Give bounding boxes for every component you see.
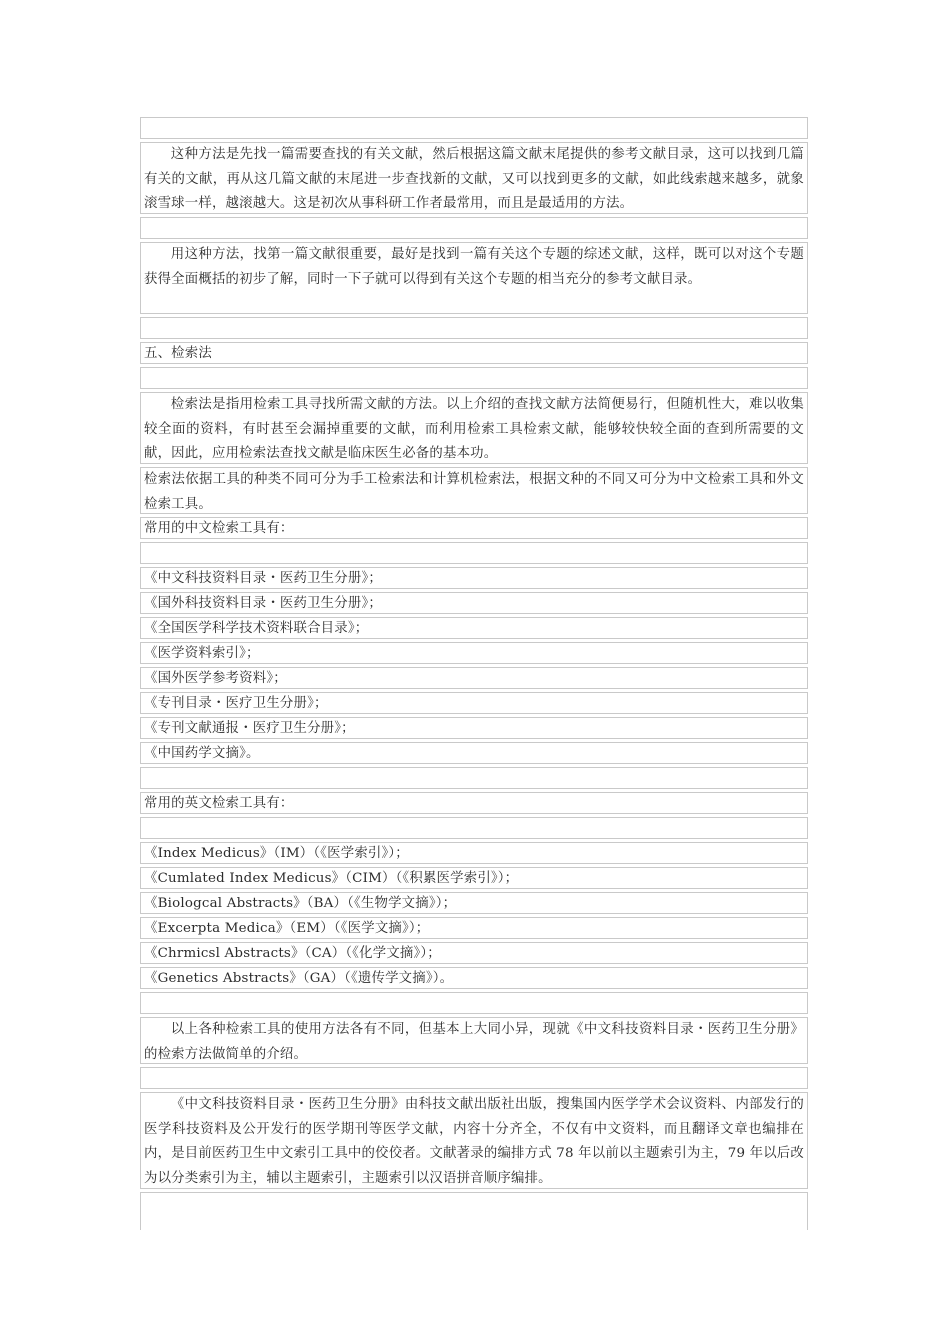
paragraph-tools-usage: 以上各种检索工具的使用方法各有不同，但基本上大同小异，现就《中文科技资料目录・医药卫生分册》的检索方法做简单的介绍。 bbox=[140, 1017, 808, 1064]
list-item-chinese-tool: 《国外医学参考资料》； bbox=[140, 667, 808, 689]
blank-row bbox=[140, 367, 808, 389]
paragraph-snowball-method: 这种方法是先找一篇需要查找的有关文献，然后根据这篇文献末尾提供的参考文献目录，这可以找到几篇有关的文献，再从这几篇文献的末尾进一步查找新的文献，又可以找到更多的文献，如此线索越来越多，就象滚雪球一样，越滚越大。这是初次从事科研工作者最常用，而且是最适用的方法。 bbox=[140, 142, 808, 214]
blank-row bbox=[140, 542, 808, 564]
list-item-chinese-tool: 《中国药学文摘》。 bbox=[140, 742, 808, 764]
english-tools-heading: 常用的英文检索工具有： bbox=[140, 792, 808, 814]
paragraph-catalog-description: 《中文科技资料目录・医药卫生分册》由科技文献出版社出版，搜集国内医学学术会议资料、内部发行的医学科技资料及公开发行的医学期刊等医学文献，内容十分齐全，不仅有中文资料，而且翻译文章也编排在内，是目前医药卫生中文索引工具中的佼佼者。文献著录的编排方式 78 年以前以主题索引为主，79 年以后改为以分类索引为主，辅以主题索引，主题索引以汉语拼音顺序编排。 bbox=[140, 1092, 808, 1189]
list-item-english-tool: 《Cumlated Index Medicus》（CIM）（《积累医学索引》）； bbox=[140, 867, 808, 889]
blank-row bbox=[140, 217, 808, 239]
list-item-chinese-tool: 《国外科技资料目录・医药卫生分册》； bbox=[140, 592, 808, 614]
blank-row bbox=[140, 317, 808, 339]
blank-row bbox=[140, 817, 808, 839]
blank-row bbox=[140, 117, 808, 139]
blank-row bbox=[140, 767, 808, 789]
paragraph-retrieval-definition: 检索法是指用检索工具寻找所需文献的方法。以上介绍的查找文献方法简便易行，但随机性大，难以收集较全面的资料，有时甚至会漏掉重要的文献，而利用检索工具检索文献，能够较快较全面的查到所需要的文献，因此，应用检索法查找文献是临床医生必备的基本功。 bbox=[140, 392, 808, 464]
blank-row bbox=[140, 992, 808, 1014]
list-item-english-tool: 《Index Medicus》（IM）（《医学索引》）； bbox=[140, 842, 808, 864]
chinese-tools-heading: 常用的中文检索工具有： bbox=[140, 517, 808, 539]
paragraph-retrieval-types: 检索法依据工具的种类不同可分为手工检索法和计算机检索法，根据文种的不同又可分为中文检索工具和外文检索工具。 bbox=[140, 467, 808, 514]
list-item-chinese-tool: 《全国医学科学技术资料联合目录》； bbox=[140, 617, 808, 639]
list-item-english-tool: 《Chrmicsl Abstracts》（CA）（《化学文摘》）； bbox=[140, 942, 808, 964]
section-heading-retrieval: 五、检索法 bbox=[140, 342, 808, 364]
blank-row bbox=[140, 1192, 808, 1230]
list-item-chinese-tool: 《医学资料索引》； bbox=[140, 642, 808, 664]
list-item-english-tool: 《Biologcal Abstracts》（BA）（《生物学文摘》）； bbox=[140, 892, 808, 914]
paragraph-first-article: 用这种方法，找第一篇文献很重要，最好是找到一篇有关这个专题的综述文献，这样，既可以对这个专题获得全面概括的初步了解，同时一下子就可以得到有关这个专题的相当充分的参考文献目录。 bbox=[140, 242, 808, 314]
list-item-english-tool: 《Excerpta Medica》（EM）（《医学文摘》）； bbox=[140, 917, 808, 939]
list-item-chinese-tool: 《专刊文献通报・医疗卫生分册》； bbox=[140, 717, 808, 739]
list-item-english-tool: 《Genetics Abstracts》（GA）（《遗传学文摘》）。 bbox=[140, 967, 808, 989]
document-body bbox=[140, 117, 808, 1230]
list-item-chinese-tool: 《专刊目录・医疗卫生分册》； bbox=[140, 692, 808, 714]
list-item-chinese-tool: 《中文科技资料目录・医药卫生分册》； bbox=[140, 567, 808, 589]
blank-row bbox=[140, 1067, 808, 1089]
